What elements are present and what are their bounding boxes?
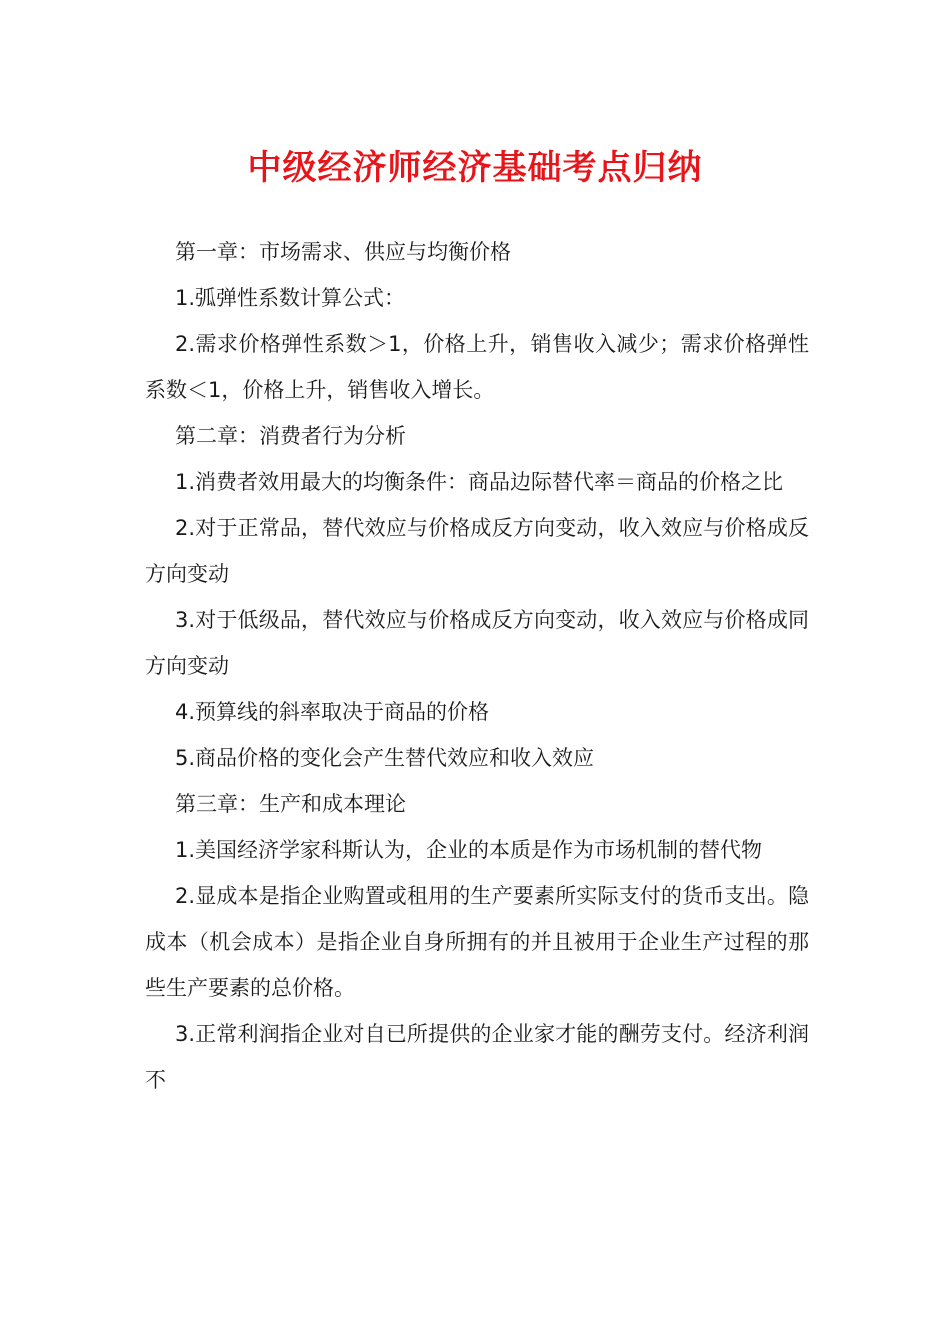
paragraph: 3.对于低级品，替代效应与价格成反方向变动，收入效应与价格成同方向变动 <box>145 608 809 678</box>
paragraph: 5.商品价格的变化会产生替代效应和收入效应 <box>175 746 595 770</box>
chapter-3-heading: 第三章：生产和成本理论 <box>175 792 406 816</box>
paragraph: 4.预算线的斜率取决于商品的价格 <box>175 700 490 724</box>
chapter-2-heading: 第二章：消费者行为分析 <box>175 424 406 448</box>
paragraph: 1.美国经济学家科斯认为，企业的本质是作为市场机制的替代物 <box>175 838 763 862</box>
paragraph: 1.消费者效用最大的均衡条件：商品边际替代率＝商品的价格之比 <box>175 470 784 494</box>
paragraph: 1.弧弹性系数计算公式： <box>175 286 406 310</box>
document-body <box>145 229 809 1103</box>
paragraph: 2.显成本是指企业购置或租用的生产要素所实际支付的货币支出。隐成本（机会成本）是指企业自身所拥有的并且被用于企业生产过程的那些生产要素的总价格。 <box>145 884 809 1000</box>
document-title: 中级经济师经济基础考点归纳 <box>247 148 703 188</box>
chapter-1-heading: 第一章：市场需求、供应与均衡价格 <box>175 240 511 264</box>
paragraph: 3.正常利润指企业对自已所提供的企业家才能的酬劳支付。经济利润不 <box>145 1022 809 1092</box>
paragraph: 2.对于正常品，替代效应与价格成反方向变动，收入效应与价格成反方向变动 <box>145 516 809 586</box>
paragraph: 2.需求价格弹性系数＞1，价格上升，销售收入减少；需求价格弹性系数＜1，价格上升，销售收入增长。 <box>145 332 809 402</box>
